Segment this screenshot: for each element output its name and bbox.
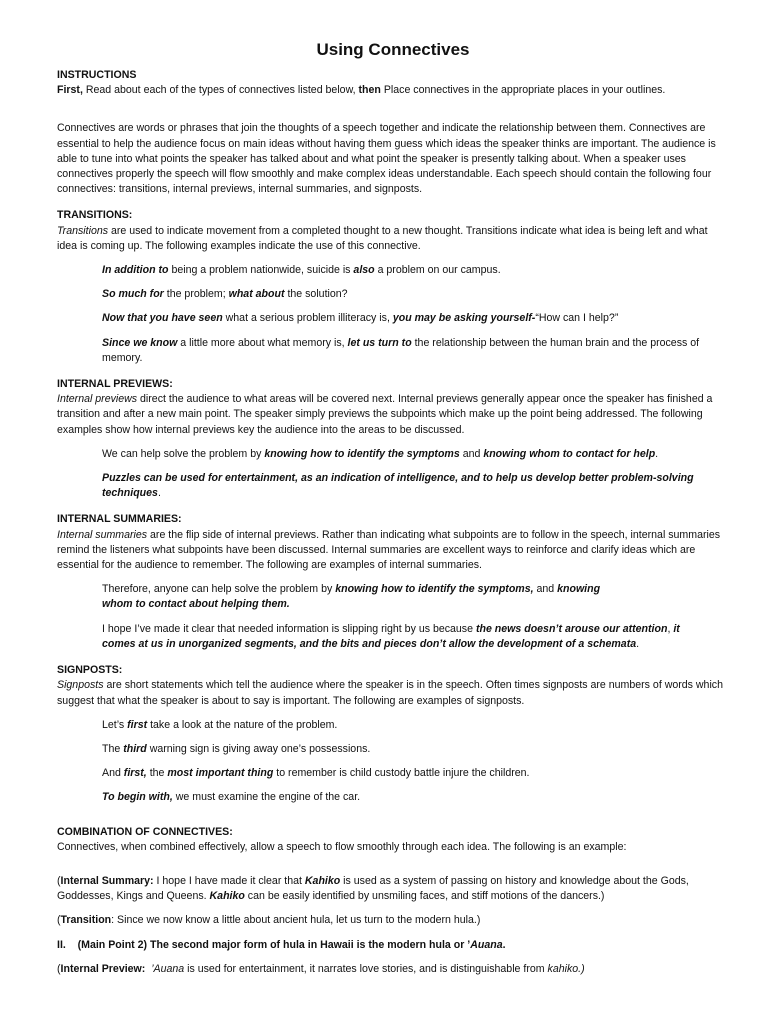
signposts-heading: SIGNPOSTS: xyxy=(57,664,123,677)
transition-example-4: Since we know a little more about what memory is, let us turn to the relationship between the human brain and the process of memory. xyxy=(102,336,700,364)
combination-heading: COMBINATION OF CONNECTIVES: xyxy=(57,825,233,838)
intro-paragraph: Connectives are words or phrases that join the thoughts of a speech together and indicate the relationship between them. Connectives are essential to help the audience focus on main ideas without having them guess which ideas the speaker thinks are important. The audience is able to tune into what points the speaker has talked about and what point the speaker is presently talking about. When a speaker uses connectives properly the speech will flow smoothly and make complex ideas understandable. Each speech should contain the following four connectives: transitions, internal previews, internal summaries, and signposts. xyxy=(57,122,716,196)
combination-internal-summary: (Internal Summary: I hope I have made it clear that Kahiko is used as a system of passing on history and knowledge about the Gods, Goddesses, Kings and Queens. Kahiko can be easily identified by unsmiling faces, and stiff motions of the dancers.) xyxy=(57,874,689,903)
summaries-heading: INTERNAL SUMMARIES: xyxy=(57,513,182,526)
combination-main-point: II. (Main Point 2) The second major form of hula in Hawaii is the modern hula or ’Auana. xyxy=(57,938,506,951)
instructions-heading: INSTRUCTIONS xyxy=(57,69,137,81)
transition-example-2: So much for the problem; what about the solution? xyxy=(102,288,348,301)
combination-transition: (Transition: Since we now know a little about ancient hula, let us turn to the modern hula.) xyxy=(57,914,481,927)
signposts-description: Signposts are short statements which tell the audience where the speaker is in the speech. Often times signposts are numbers of words which suggest that what the speaker is about to say is important. The following are examples of signposts. xyxy=(57,679,723,707)
signpost-example-2: The third warning sign is giving away one’s possessions. xyxy=(102,742,371,755)
transitions-description: Transitions are used to indicate movement from a completed thought to a new thought. Transitions indicate what idea is being left and what idea is coming up. The following examples indicate the use of this connective. xyxy=(57,224,708,252)
combination-description: Connectives, when combined effectively, allow a speech to flow smoothly through each idea. The following is an example: xyxy=(57,840,627,853)
transition-example-1: In addition to being a problem nationwide, suicide is also a problem on our campus. xyxy=(102,264,501,277)
summary-example-2: I hope I’ve made it clear that needed information is slipping right by us because the news doesn’t arouse our attention, it comes at us in unorganized segments, and the bits and pieces don’t allow the development of a schemata. xyxy=(102,622,680,650)
page-title: Using Connectives xyxy=(316,40,470,59)
summary-example-1: Therefore, anyone can help solve the problem by knowing how to identify the symptoms, and knowing whom to contact about helping them. xyxy=(102,583,601,611)
signpost-example-4: To begin with, we must examine the engine of the car. xyxy=(102,791,361,804)
transitions-heading: TRANSITIONS: xyxy=(57,209,133,222)
document-page xyxy=(57,40,729,977)
previews-description: Internal previews direct the audience to what areas will be covered next. Internal previews generally appear once the speaker has finished a transition and after a new main point. The speaker simply previews the subpoints which make up the point being addressed. The following examples show how internal previews key the audience into the areas to be discussed. xyxy=(57,393,713,436)
combination-internal-preview: (Internal Preview: ’Auana is used for entertainment, it narrates love stories, and is distinguishable from kahiko.) xyxy=(57,962,585,975)
preview-example-1: We can help solve the problem by knowing how to identify the symptoms and knowing whom to contact for help. xyxy=(102,447,659,460)
summaries-description: Internal summaries are the flip side of internal previews. Rather than indicating what subpoints are to follow in the speech, internal summaries remind the listeners what subpoints have been discussed. Internal summaries are excellent ways to reinforce and clarify ideas which are essential for the audience to remember. The following are examples of internal summaries. xyxy=(57,528,721,572)
transition-example-3: Now that you have seen what a serious problem illiteracy is, you may be asking yourself-“How can I help?” xyxy=(102,312,619,325)
instructions-text: First, Read about each of the types of connectives listed below, then Place connectives in the appropriate places in your outlines. xyxy=(57,84,666,97)
signpost-example-3: And first, the most important thing to remember is child custody battle injure the children. xyxy=(102,767,530,780)
previews-heading: INTERNAL PREVIEWS: xyxy=(57,378,173,391)
signpost-example-1: Let’s first take a look at the nature of the problem. xyxy=(102,718,338,731)
preview-example-2: Puzzles can be used for entertainment, as an indication of intelligence, and to help us develop better problem-solving techniques. xyxy=(102,472,694,500)
